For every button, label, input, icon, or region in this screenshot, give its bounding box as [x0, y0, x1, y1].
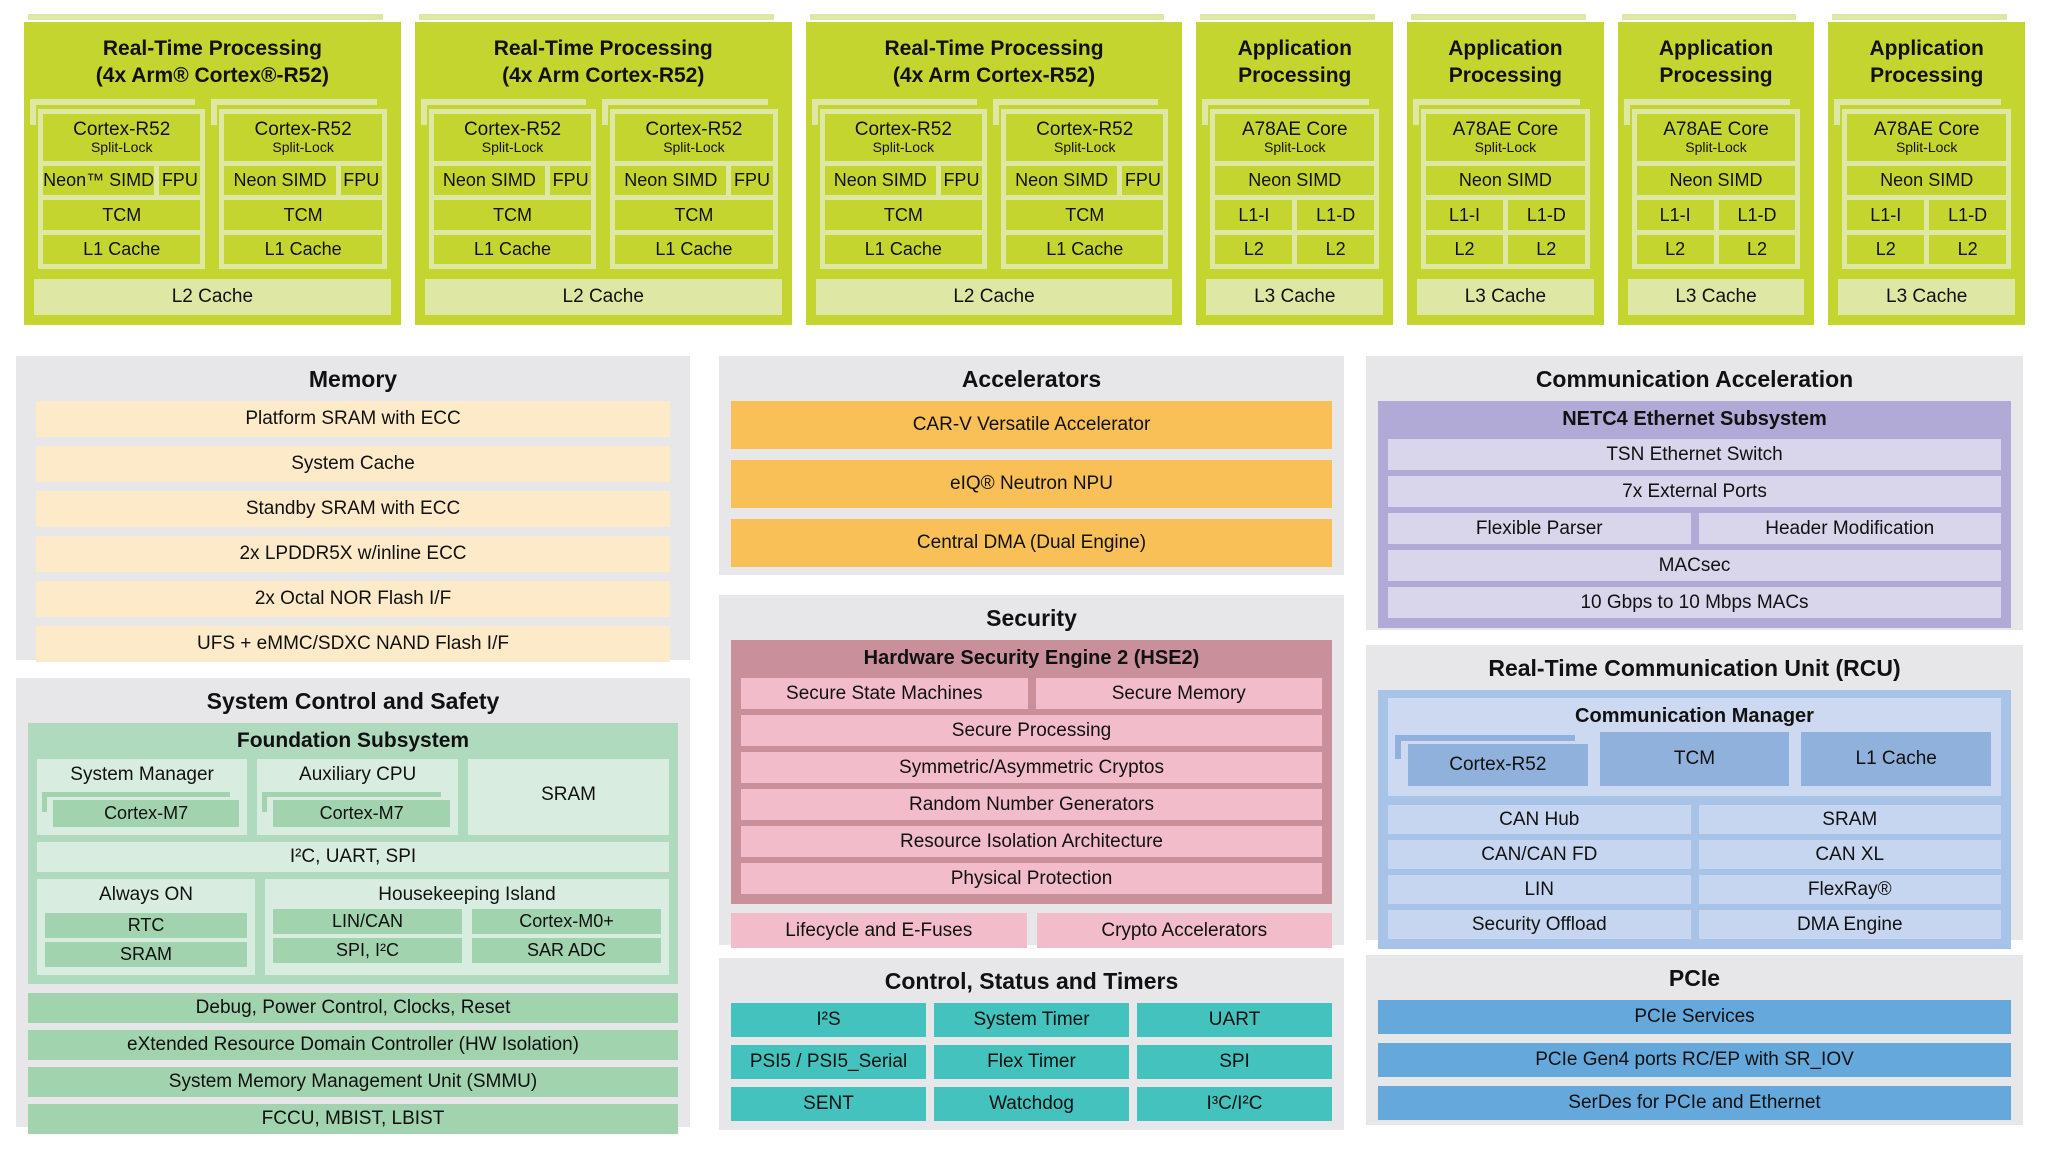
core-subtitle: Split-Lock — [1474, 138, 1537, 155]
neon-simd-cell: Neon SIMD — [434, 166, 545, 195]
can-canfd-cell: CAN/CAN FD — [1388, 840, 1691, 869]
l2-cell: L2 — [1637, 235, 1714, 264]
core-group — [1206, 94, 1383, 279]
core-name-cell — [434, 114, 591, 161]
macs-row: 10 Gbps to 10 Mbps MACs — [1388, 587, 2001, 618]
l1i-cell: L1-I — [1637, 200, 1714, 229]
lin-cell: LIN — [1388, 875, 1691, 904]
l2-cache-bar: L2 Cache — [816, 279, 1173, 315]
core-subtitle: Split-Lock — [1054, 138, 1116, 155]
fpu-cell: FPU — [1122, 166, 1163, 195]
memory-row: Platform SRAM with ECC — [36, 401, 670, 437]
rt-block-title — [816, 26, 1173, 94]
core-name: Cortex-R52 — [254, 118, 352, 140]
foundation-subsystem — [28, 723, 678, 984]
l1d-cell: L1-D — [1297, 200, 1374, 229]
l1-cache-cell: L1 Cache — [43, 235, 200, 264]
l1-cache-cell: L1 Cache — [434, 235, 591, 264]
tcm-cell: TCM — [434, 200, 591, 229]
l3-cache-bar: L3 Cache — [1417, 279, 1594, 315]
cortex-r52-core-card — [38, 109, 205, 269]
accelerator-row: Central DMA (Dual Engine) — [731, 519, 1332, 567]
hse2-row: Secure Processing — [741, 715, 1322, 746]
control-status-title: Control, Status and Timers — [884, 968, 1179, 994]
title-line1: Real-Time Processing — [493, 37, 713, 60]
app-processing-block-2 — [1407, 22, 1604, 325]
communication-manager-card — [1388, 698, 2001, 796]
memory-panel — [16, 356, 690, 660]
housekeeping-title: Housekeeping Island — [378, 884, 556, 905]
simd-fpu-row — [825, 166, 982, 195]
l2-row — [1215, 235, 1374, 264]
i3c-i2c-cell: I³C/I²C — [1137, 1087, 1332, 1121]
l1d-cell: L1-D — [1719, 200, 1796, 229]
l1-row — [1637, 200, 1796, 229]
a78ae-core-card — [1210, 109, 1379, 269]
hse2-container — [731, 640, 1332, 904]
app-block-title — [1838, 26, 2015, 94]
macsec-row: MACsec — [1388, 550, 2001, 581]
l1i-cell: L1-I — [1215, 200, 1292, 229]
l1d-cell: L1-D — [1929, 200, 2006, 229]
l2-row — [1847, 235, 2006, 264]
title-line2: (4x Arm Cortex-R52) — [502, 64, 705, 88]
l3-cache-bar: L3 Cache — [1206, 279, 1383, 315]
system-timer-cell: System Timer — [934, 1003, 1129, 1037]
system-control-panel — [16, 678, 690, 1127]
rt-processing-block-2 — [415, 22, 792, 325]
title-line2: Processing — [1659, 64, 1773, 88]
neon-simd-cell: Neon SIMD — [224, 166, 335, 195]
neon-simd-cell: Neon SIMD — [1006, 166, 1117, 195]
core-group — [1417, 94, 1594, 279]
rt-block-title — [425, 26, 782, 94]
communication-manager-cells — [1398, 732, 1991, 786]
core-group — [1628, 94, 1805, 279]
flexray-cell: FlexRay® — [1699, 875, 2002, 904]
l1i-cell: L1-I — [1426, 200, 1503, 229]
title-line2: Processing — [1870, 64, 1984, 88]
l2-cache-bar: L2 Cache — [425, 279, 782, 315]
auxiliary-cpu-card — [257, 759, 458, 835]
rcu-panel — [1366, 645, 2023, 940]
l2-cache-bar: L2 Cache — [34, 279, 391, 315]
title-line1: Application — [1448, 37, 1563, 60]
l1-row — [1847, 200, 2006, 229]
core-group — [1838, 94, 2015, 279]
core-name: Cortex-R52 — [73, 118, 171, 140]
core-subtitle: Split-Lock — [1264, 138, 1326, 155]
rt-processing-block-1 — [24, 22, 401, 325]
memory-row: 2x LPDDR5X w/inline ECC — [36, 536, 670, 572]
app-processing-block-4 — [1828, 22, 2025, 325]
external-ports-row: 7x External Ports — [1388, 476, 2001, 507]
flexible-parser-cell: Flexible Parser — [1388, 513, 1691, 544]
always-on-title: Always ON — [99, 884, 194, 905]
l1-cache-cell: L1 Cache — [1801, 732, 1991, 786]
security-title: Security — [986, 605, 1077, 631]
title-line2: (4x Arm Cortex-R52) — [892, 64, 1096, 88]
tcm-cell: TCM — [224, 200, 381, 229]
communication-acceleration-panel — [1366, 356, 2023, 630]
core-subtitle: Split-Lock — [1685, 138, 1747, 155]
neon-simd-cell: Neon SIMD — [1637, 166, 1796, 195]
header-modification-cell: Header Modification — [1699, 513, 2002, 544]
core-name-cell — [1006, 114, 1163, 161]
title-line2: (4x Arm® Cortex®-R52) — [95, 64, 330, 88]
fpu-cell: FPU — [341, 166, 382, 195]
l1d-cell: L1-D — [1508, 200, 1585, 229]
hse2-row: Random Number Generators — [741, 789, 1322, 820]
cortex-m7-cell: Cortex-M7 — [53, 800, 239, 827]
foundation-row-bottom — [37, 879, 669, 975]
pcie-row: PCIe Services — [1378, 1000, 2011, 1034]
control-status-timers-panel — [719, 958, 1344, 1130]
l2-row — [1637, 235, 1796, 264]
housekeeping-island-card — [265, 879, 669, 975]
l2-cell: L2 — [1719, 235, 1796, 264]
core-name-cell — [224, 114, 381, 161]
core-group — [34, 94, 391, 279]
app-block-title — [1628, 26, 1805, 94]
lifecycle-efuses-cell: Lifecycle and E-Fuses — [731, 913, 1027, 948]
core-name: Cortex-R52 — [645, 118, 743, 140]
auxiliary-cpu-title: Auxiliary CPU — [299, 764, 417, 785]
pcie-panel — [1366, 955, 2023, 1125]
app-block-title — [1417, 26, 1594, 94]
memory-row: Standby SRAM with ECC — [36, 491, 670, 527]
simd-fpu-row — [434, 166, 591, 195]
system-control-row: System Memory Management Unit (SMMU) — [28, 1067, 678, 1097]
l2-cell: L2 — [1426, 235, 1503, 264]
neon-simd-cell: Neon SIMD — [1215, 166, 1374, 195]
netc4-container — [1378, 401, 2011, 628]
communication-acceleration-title: Communication Acceleration — [1535, 366, 1854, 392]
always-on-card — [37, 879, 255, 975]
l1-cache-cell: L1 Cache — [1006, 235, 1163, 264]
simd-fpu-row — [43, 166, 200, 195]
lin-can-cell: LIN/CAN — [273, 909, 462, 934]
neon-simd-cell: Neon SIMD — [825, 166, 936, 195]
neon-simd-cell: Neon SIMD — [1847, 166, 2006, 195]
sram-label: SRAM — [541, 783, 596, 805]
core-name-cell — [615, 114, 772, 161]
tcm-cell: TCM — [43, 200, 200, 229]
hse2-title: Hardware Security Engine 2 (HSE2) — [863, 647, 1200, 669]
foundation-title: Foundation Subsystem — [236, 729, 470, 752]
app-processing-block-1 — [1196, 22, 1393, 325]
rcu-row — [1388, 910, 2001, 939]
rcu-row — [1388, 875, 2001, 904]
l2-row — [1426, 235, 1585, 264]
core-name: Cortex-R52 — [854, 118, 952, 140]
core-group — [816, 94, 1173, 279]
memory-row: UFS + eMMC/SDXC NAND Flash I/F — [36, 626, 670, 662]
accelerator-row: CAR-V Versatile Accelerator — [731, 401, 1332, 449]
crypto-accelerators-cell: Crypto Accelerators — [1037, 913, 1333, 948]
housekeeping-grid — [273, 909, 661, 963]
pcie-title: PCIe — [1668, 965, 1721, 991]
security-panel — [719, 595, 1344, 945]
sram-cell: SRAM — [45, 942, 247, 967]
cortex-r52-core-card — [429, 109, 596, 269]
rt-block-title — [34, 26, 391, 94]
accelerators-title: Accelerators — [961, 366, 1102, 392]
memory-title: Memory — [308, 366, 398, 392]
core-subtitle: Split-Lock — [1895, 138, 1958, 155]
core-subtitle: Split-Lock — [481, 138, 544, 155]
core-group — [425, 94, 782, 279]
l1-cache-cell: L1 Cache — [615, 235, 772, 264]
l1-cache-cell: L1 Cache — [224, 235, 381, 264]
security-offload-cell: Security Offload — [1388, 910, 1691, 939]
l2-cell: L2 — [1929, 235, 2006, 264]
cortex-r52-core-card — [219, 109, 386, 269]
sram-cell: SRAM — [1699, 805, 2002, 834]
cortex-r52-cell: Cortex-R52 — [1408, 744, 1588, 786]
hse2-row: Symmetric/Asymmetric Cryptos — [741, 752, 1322, 783]
netc4-pair-row — [1388, 513, 2001, 544]
l3-cache-bar: L3 Cache — [1838, 279, 2015, 315]
title-line1: Application — [1658, 37, 1774, 60]
security-bottom-row — [731, 913, 1332, 948]
secure-memory-cell: Secure Memory — [1036, 678, 1323, 709]
dma-engine-cell: DMA Engine — [1699, 910, 2002, 939]
i2c-uart-spi-bar: I²C, UART, SPI — [37, 842, 669, 872]
spi-cell: SPI — [1137, 1045, 1332, 1079]
communication-manager-title: Communication Manager — [1575, 705, 1814, 727]
app-processing-block-3 — [1618, 22, 1815, 325]
l1-row — [1215, 200, 1374, 229]
system-control-row: Debug, Power Control, Clocks, Reset — [28, 993, 678, 1023]
rcu-container — [1378, 690, 2011, 949]
accelerator-row: eIQ® Neutron NPU — [731, 460, 1332, 508]
l2-cell: L2 — [1508, 235, 1585, 264]
system-control-row: FCCU, MBIST, LBIST — [28, 1104, 678, 1134]
l1-row — [1426, 200, 1585, 229]
fpu-cell: FPU — [731, 166, 772, 195]
simd-fpu-row — [224, 166, 381, 195]
tcm-cell: TCM — [615, 200, 772, 229]
foundation-row-top — [37, 759, 669, 835]
simd-fpu-row — [615, 166, 772, 195]
cortex-r52-stack — [1398, 732, 1588, 786]
neon-simd-cell: Neon SIMD — [1426, 166, 1585, 195]
memory-row: System Cache — [36, 446, 670, 482]
watchdog-cell: Watchdog — [934, 1087, 1129, 1121]
title-line2: Processing — [1448, 64, 1562, 88]
l2-cell: L2 — [1847, 235, 1924, 264]
core-subtitle: Split-Lock — [663, 138, 725, 155]
l2-cell: L2 — [1297, 235, 1374, 264]
core-subtitle: Split-Lock — [272, 138, 334, 155]
rt-processing-block-3 — [806, 22, 1183, 325]
hse2-pair-row — [741, 672, 1322, 709]
core-name-cell — [1215, 114, 1374, 161]
core-name: Cortex-R52 — [463, 118, 562, 140]
core-name-cell — [1426, 114, 1585, 161]
title-line2: Processing — [1238, 64, 1352, 88]
flex-timer-cell: Flex Timer — [934, 1045, 1129, 1079]
system-control-title: System Control and Safety — [206, 688, 500, 714]
pcie-row: PCIe Gen4 ports RC/EP with SR_IOV — [1378, 1043, 2011, 1077]
cortex-r52-core-card — [1001, 109, 1168, 269]
fpu-cell: FPU — [941, 166, 982, 195]
core-name-cell — [825, 114, 982, 161]
control-status-grid — [731, 1003, 1332, 1121]
core-name-cell — [1847, 114, 2006, 161]
rcu-row — [1388, 840, 2001, 869]
tcm-cell: TCM — [1006, 200, 1163, 229]
sar-adc-cell: SAR ADC — [472, 938, 661, 963]
cortex-r52-core-card — [820, 109, 987, 269]
core-name: A78AE Core — [1873, 118, 1980, 140]
l3-cache-bar: L3 Cache — [1628, 279, 1805, 315]
fpu-cell: FPU — [159, 166, 200, 195]
cortex-m0-cell: Cortex-M0+ — [472, 909, 661, 934]
tcm-cell: TCM — [1600, 732, 1790, 786]
secure-state-machines-cell: Secure State Machines — [741, 678, 1028, 709]
top-processing-row — [24, 22, 2025, 325]
sent-cell: SENT — [731, 1087, 926, 1121]
pcie-row: SerDes for PCIe and Ethernet — [1378, 1086, 2011, 1120]
neon-simd-cell: Neon™ SIMD — [43, 166, 154, 195]
netc4-title: NETC4 Ethernet Subsystem — [1562, 408, 1827, 430]
hse2-row: Resource Isolation Architecture — [741, 826, 1322, 857]
a78ae-core-card — [1421, 109, 1590, 269]
neon-simd-cell: Neon SIMD — [615, 166, 726, 195]
title-line1: Application — [1237, 37, 1352, 60]
core-name-cell — [43, 114, 200, 161]
rtc-cell: RTC — [45, 913, 247, 938]
core-name: A78AE Core — [1241, 118, 1348, 140]
fpu-cell: FPU — [550, 166, 591, 195]
simd-fpu-row — [1006, 166, 1163, 195]
rcu-row — [1388, 805, 2001, 834]
psi5-cell: PSI5 / PSI5_Serial — [731, 1045, 926, 1079]
sram-card — [468, 759, 669, 835]
l2-cell: L2 — [1215, 235, 1292, 264]
system-manager-card — [37, 759, 247, 835]
can-xl-cell: CAN XL — [1699, 840, 2002, 869]
rcu-title: Real-Time Communication Unit (RCU) — [1488, 655, 1901, 681]
l1i-cell: L1-I — [1847, 200, 1924, 229]
tsn-switch-row: TSN Ethernet Switch — [1388, 439, 2001, 470]
cortex-r52-core-card — [610, 109, 777, 269]
cortex-m7-cell: Cortex-M7 — [273, 800, 450, 827]
memory-row: 2x Octal NOR Flash I/F — [36, 581, 670, 617]
core-name-cell — [1637, 114, 1796, 161]
uart-cell: UART — [1137, 1003, 1332, 1037]
app-block-title — [1206, 26, 1383, 94]
accelerators-panel — [719, 356, 1344, 575]
core-name: A78AE Core — [1663, 118, 1769, 140]
l1-cache-cell: L1 Cache — [825, 235, 982, 264]
system-control-row: eXtended Resource Domain Controller (HW Isolation) — [28, 1030, 678, 1060]
tcm-cell: TCM — [825, 200, 982, 229]
title-line1: Application — [1869, 37, 1984, 60]
a78ae-core-card — [1632, 109, 1801, 269]
core-subtitle: Split-Lock — [872, 138, 935, 155]
core-name: A78AE Core — [1452, 118, 1559, 140]
title-line1: Real-Time Processing — [102, 37, 322, 60]
a78ae-core-card — [1842, 109, 2011, 269]
core-name: Cortex-R52 — [1036, 118, 1134, 140]
hse2-row: Physical Protection — [741, 863, 1322, 894]
i2s-cell: I²S — [731, 1003, 926, 1037]
spi-i2c-cell: SPI, I²C — [273, 938, 462, 963]
can-hub-cell: CAN Hub — [1388, 805, 1691, 834]
core-subtitle: Split-Lock — [90, 138, 153, 155]
system-manager-title: System Manager — [70, 764, 214, 785]
title-line1: Real-Time Processing — [884, 37, 1104, 60]
